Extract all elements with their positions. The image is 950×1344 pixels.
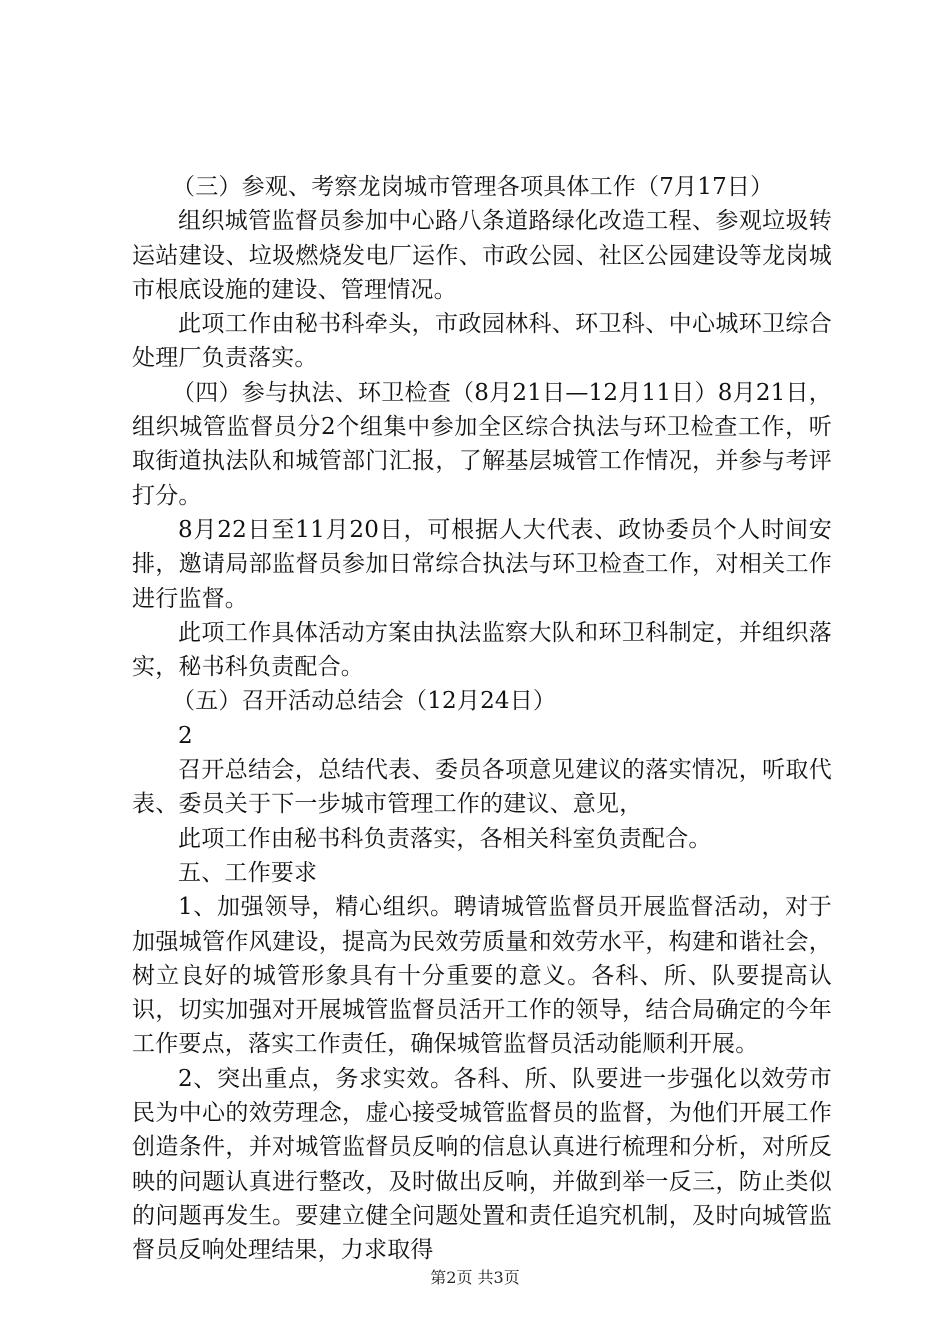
page-footer: 第2页 共3页 [430, 1268, 520, 1287]
paragraph: 2、突出重点，务求实效。各科、所、队要进一步强化以效劳市民为中心的效劳理念，虚心接受城管监督员的监督，为他们开展工作创造条件，并对城管监督员反响的信息认真进行梳理和分析，对所反映的问题认真进行整改，及时做出反响，并做到举一反三，防止类似的问题再发生。要建立健全问题处置和责任追究机制，及时向城管监督员反响处理结果，力求取得 [132, 1065, 832, 1264]
paragraph: 1、加强领导，精心组织。聘请城管监督员开展监督活动，对于加强城管作风建设，提高为民效劳质量和效劳水平，构建和谐社会，树立良好的城管形象具有十分重要的意义。各科、所、队要提高认识，切实加强对开展城管监督员活开工作的领导，结合局确定的今年工作要点，落实工作责任，确保城管监督员活动能顺利开展。 [132, 894, 832, 1058]
paragraph: 此项工作由秘书科负责落实，各相关科室负责配合。 [178, 825, 712, 852]
section-title-requirements: 五、工作要求 [178, 859, 318, 886]
paragraph: 召开总结会，总结代表、委员各项意见建议的落实情况，听取代表、委员关于下一步城市管理工作的建议、意见， [132, 757, 832, 818]
section-heading-4: （四）参与执法、环卫检查（8月21日—12月11日）8月21日，组织城管监督员分2个组集中参加全区综合执法与环卫检查工作，听取街道执法队和城管部门汇报，了解基层城管工作情况，并参与考评打分。 [132, 379, 832, 509]
paragraph: 组织城管监督员参加中心路八条道路绿化改造工程、参观垃圾转运站建设、垃圾燃烧发电厂运作、市政公园、社区公园建设等龙岗城市根底设施的建设、管理情况。 [132, 208, 832, 303]
paragraph: 8月22日至11月20日，可根据人大代表、政协委员个人时间安排，邀请局部监督员参加日常综合执法与环卫检查工作，对相关工作进行监督。 [132, 516, 832, 612]
inline-page-number: 2 [178, 722, 193, 749]
section-heading-5: （五）召开活动总结会（12月24日） [172, 688, 557, 715]
paragraph: 此项工作由秘书科牵头，市政园林科、环卫科、中心城环卫综合处理厂负责落实。 [132, 311, 832, 372]
section-heading-3: （三）参观、考察龙岗城市管理各项具体工作（7月17日） [172, 174, 774, 200]
paragraph: 此项工作具体活动方案由执法监察大队和环卫科制定，并组织落实，秘书科负责配合。 [132, 619, 832, 681]
document-body [132, 170, 832, 1268]
